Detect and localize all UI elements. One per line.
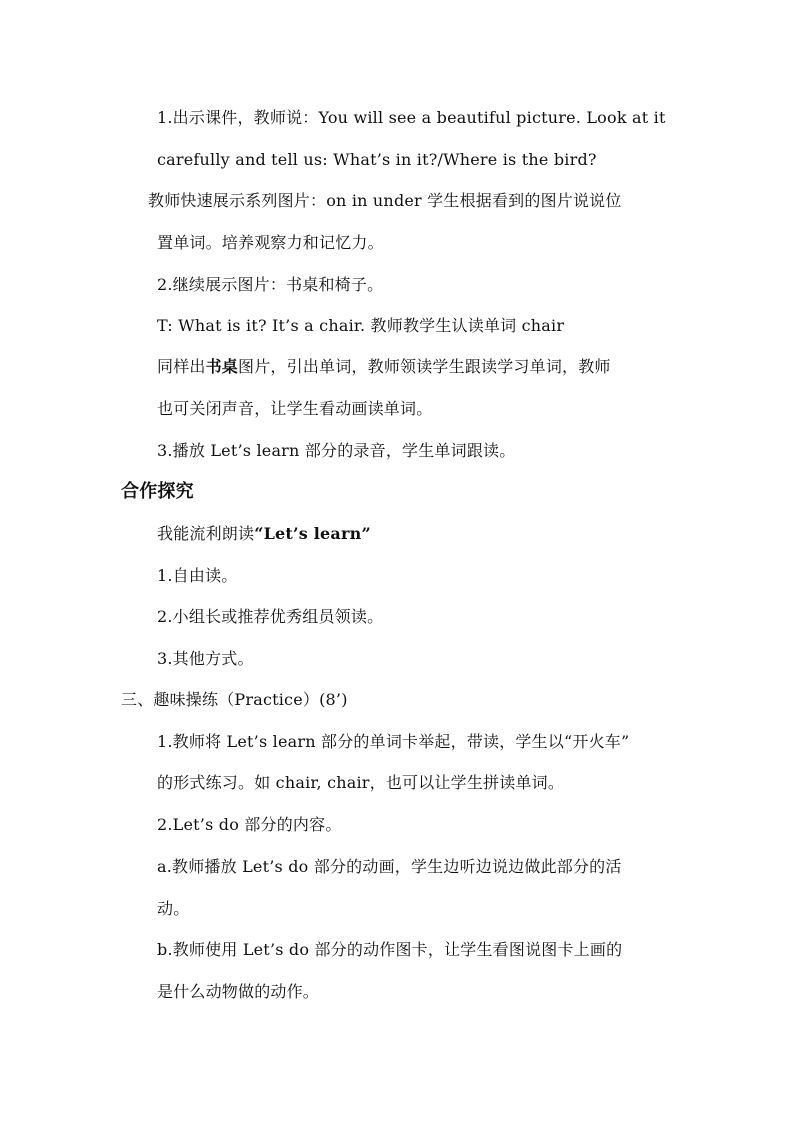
text-line: 的形式练习。如 chair, chair，也可以让学生拼读单词。 <box>157 773 565 792</box>
text-line: 3.播放 Let’s learn 部分的录音，学生单词跟读。 <box>157 441 516 460</box>
text-line: a.教师播放 Let’s do 部分的动画，学生边听边说边做此部分的活 <box>157 857 622 876</box>
text-line: 3.其他方式。 <box>157 649 254 668</box>
text-segment: 我能流利朗读 <box>157 524 255 543</box>
text-line: 是什么动物做的动作。 <box>157 982 320 1001</box>
text-line <box>157 524 371 544</box>
text-line: 置单词。培养观察力和记忆力。 <box>157 233 384 252</box>
text-line: 2.继续展示图片：书桌和椅子。 <box>157 275 384 294</box>
bold-text-segment: 书桌 <box>205 357 239 376</box>
text-line: 1.自由读。 <box>157 566 238 585</box>
text-line: 1.教师将 Let’s learn 部分的单词卡举起，带读，学生以“开火车” <box>157 732 630 751</box>
text-segment: 同样出 <box>157 357 206 376</box>
text-line: 也可关闭声音，让学生看动画读单词。 <box>157 399 433 418</box>
text-line: b.教师使用 Let’s do 部分的动作图卡，让学生看图说图卡上画的 <box>157 940 623 959</box>
text-line: 2.Let’s do 部分的内容。 <box>157 815 342 834</box>
text-line: 动。 <box>157 899 190 918</box>
text-line: 教师快速展示系列图片：on in under 学生根据看到的图片说说位 <box>148 191 622 210</box>
bold-text-segment: “Let’s learn” <box>254 524 371 543</box>
text-segment: 图片，引出单词，教师领读学生跟读学习单词，教师 <box>238 357 611 376</box>
text-line: carefully and tell us: What’s in it?/Where is the bird? <box>157 150 597 169</box>
text-line: 2.小组长或推荐优秀组员领读。 <box>157 607 384 626</box>
section-heading-practice: 三、趣味操练（Practice）(8’) <box>121 690 348 709</box>
section-heading: 合作探究 <box>121 481 194 502</box>
text-line: 1.出示课件，教师说：You will see a beautiful picture. Look at it <box>157 108 666 127</box>
text-line: T: What is it? It’s a chair. 教师教学生认读单词 chair <box>157 316 565 335</box>
text-line <box>157 357 611 377</box>
